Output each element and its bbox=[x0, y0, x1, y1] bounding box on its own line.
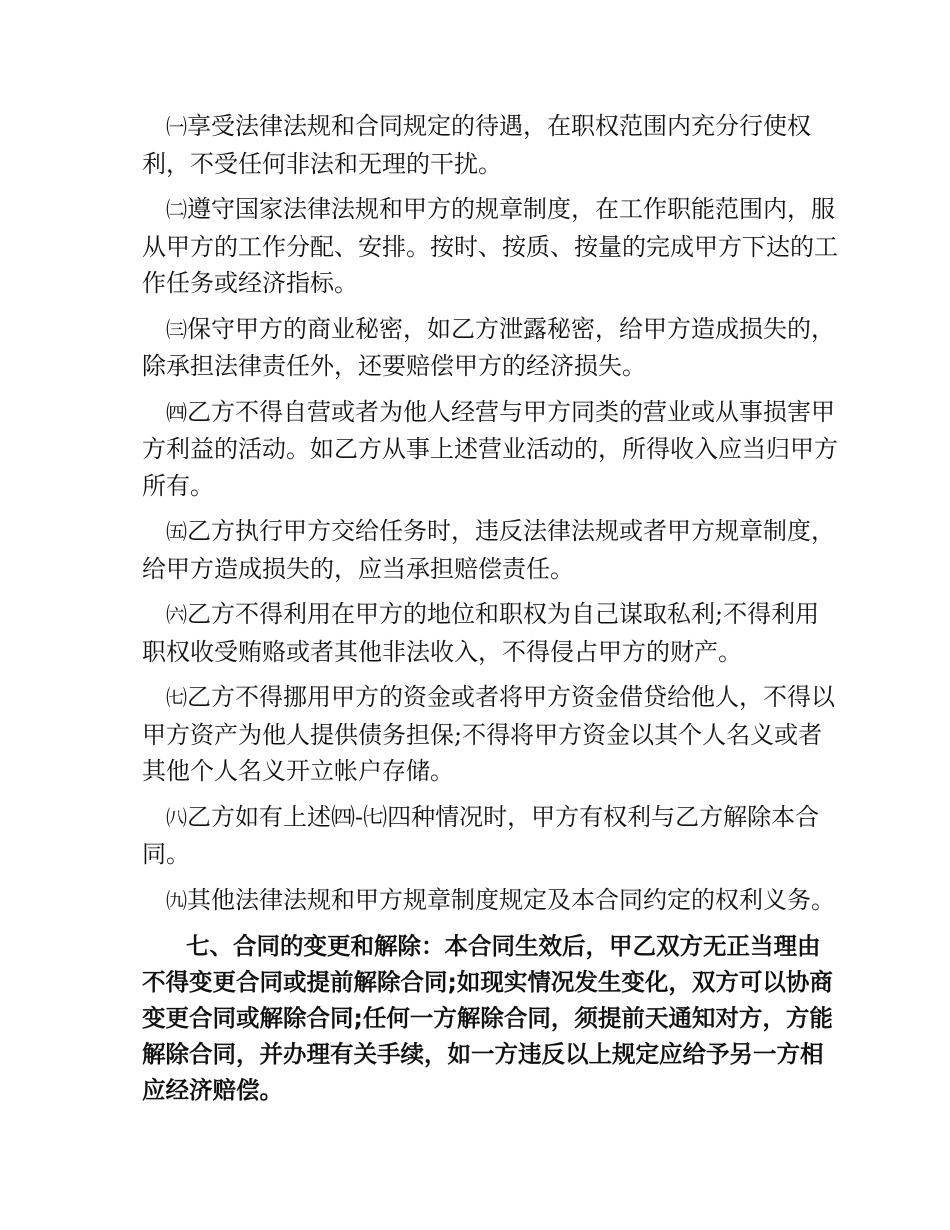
clause-number: ㈨ bbox=[166, 888, 187, 913]
clause-number: ㈦ bbox=[166, 686, 187, 710]
clause-2 bbox=[142, 191, 842, 302]
clause-text: 遵守国家法律法规和甲方的规章制度，在工作职能范围内，服从甲方的工作分配、安排。按时、按质、按量的完成甲方下达的工作任务或经济指标。 bbox=[142, 195, 838, 297]
clause-number: ㈣ bbox=[166, 400, 187, 425]
clause-text: 乙方不得自营或者为他人经营与甲方同类的营业或从事损害甲方利益的活动。如乙方从事上述营业活动的，所得收入应当归甲方所有。 bbox=[142, 397, 838, 500]
clause-5 bbox=[142, 513, 842, 587]
clause-text: 乙方不得利用在甲方的地位和职权为自己谋取私利;不得利用职权收受贿赂或者其他非法收入，不得侵占甲方的财产。 bbox=[142, 600, 820, 666]
section-seven: 七、合同的变更和解除：本合同生效后，甲乙双方无正当理由不得变更合同或提前解除合同;如现实情况发生变化，双方可以协商变更合同或解除合同;任何一方解除合同，须提前天通知对方，方能解除合同，并办理有关手续，如一方违反以上规定应给予另一方相应经济赔偿。 bbox=[142, 932, 833, 1104]
clause-number: ㈥ bbox=[166, 603, 187, 627]
clause-text: 其他法律法规和甲方规章制度规定及本合同约定的权利义务。 bbox=[187, 885, 835, 914]
clause-text: 乙方不得挪用甲方的资金或者将甲方资金借贷给他人，不得以甲方资产为他人提供债务担保;不得将甲方资金以其个人名义或者其他个人名义开立帐户存储。 bbox=[142, 683, 835, 785]
document-page bbox=[142, 108, 842, 1117]
clause-number: ㈤ bbox=[166, 520, 187, 544]
clause-number: ㈠ bbox=[166, 115, 187, 139]
clause-6 bbox=[142, 596, 842, 670]
clause-7 bbox=[142, 679, 842, 790]
clause-number: ㈢ bbox=[166, 317, 187, 342]
clause-text: 乙方如有上述㈣-㈦四种情况时，甲方有权利与乙方解除本合同。 bbox=[142, 802, 820, 868]
clause-8 bbox=[142, 799, 842, 873]
clause-1 bbox=[142, 108, 842, 182]
clause-4 bbox=[142, 394, 842, 505]
clause-text: 乙方执行甲方交给任务时，违反法律法规或者甲方规章制度，给甲方造成损失的，应当承担赔偿责任。 bbox=[142, 517, 835, 583]
clause-text: 保守甲方的商业秘密，如乙方泄露秘密，给甲方造成损失的，除承担法律责任外，还要赔偿甲方的经济损失。 bbox=[142, 314, 835, 380]
clause-number: ㈧ bbox=[166, 805, 187, 830]
clause-3 bbox=[142, 311, 842, 385]
clause-text: 享受法律法规和合同规定的待遇，在职权范围内充分行使权利，不受任何非法和无理的干扰。 bbox=[142, 112, 811, 178]
clause-9 bbox=[142, 882, 842, 920]
clause-number: ㈡ bbox=[166, 198, 187, 222]
